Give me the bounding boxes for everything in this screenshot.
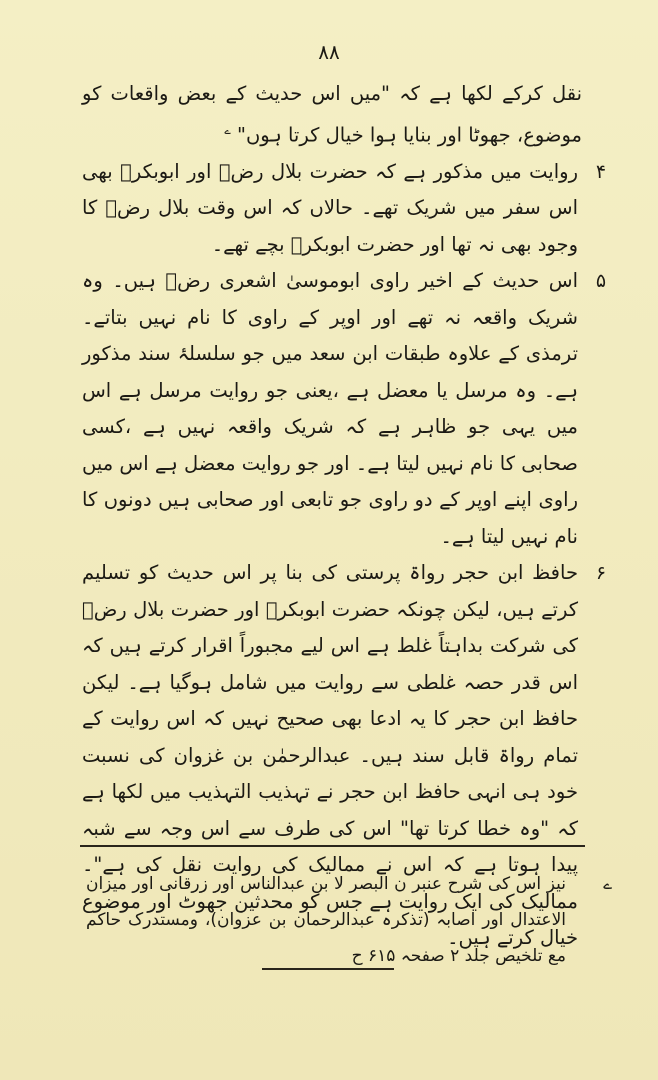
footnote-mark: ے [603,875,612,893]
paragraph-4 [82,154,607,264]
paragraph-text: نقل کرکے لکھا ہے کہ "میں اس حدیث کے بعض واقعات کو موضوع، جھوٹا اور بنایا ہوا خیال کرتا ہوں" [82,82,582,146]
main-text [82,76,607,957]
paragraph-intro [82,76,582,154]
paragraph-text: حافظ ابن حجر رواۃ پرستی کی بنا پر اس حدیث کو تسلیم کرتے ہیں، لیکن چونکہ حضرت ابوبکرؓ اور حضرت بلال رضؓ کی شرکت بداہتاً غلط ہے اس لیے مجبوراً اقرار کرتے ہیں کہ اس قدر حصہ غلطی سے روایت میں شامل ہوگیا ہے۔ لیکن حافظ ابن حجر کا یہ ادعا بھی صحیح نہیں کہ اس روایت کے تمام رواۃ قابل سند ہیں۔ عبدالرحمٰن بن غزوان کی نسبت خود ہی انہی حافظ ابن حجر نے تہذیب التہذیب میں لکھا ہے کہ "وہ خطا کرتا تھا" اس کی طرف سے اس وجہ سے شبہ پیدا ہوتا ہے کہ اس نے ممالیک کی روایت نقل کی ہے"۔ ممالیک کی ایک روایت ہے جس کو محدثین جھوٹ اور موضوع خیال کرتے ہیں۔ [82,561,578,949]
footnote [86,866,612,974]
paragraph-number: ۶ [595,562,607,584]
paragraph-5 [82,263,607,555]
footnote-reference: ے [224,123,231,137]
paragraph-number: ۴ [595,160,607,183]
paragraph-text: اس حدیث کے اخیر راوی ابوموسیٰ اشعری رضؓ ہیں۔ وہ شریک واقعہ نہ تھے اور اوپر کے راوی کا نام نہیں بتاتے۔ ترمذی کے علاوہ طبقات ابن سعد میں جو سلسلۂ سند مذکور ہے۔ وہ مرسل یا معضل ہے ،یعنی جو روایت مرسل ہے اس میں یہی جو ظاہر ہے کہ شریک واقعہ نہیں ہے ،کسی صحابی کا نام نہیں لیتا ہے۔ اور جو روایت معضل ہے اس میں راوی اپنے اوپر کے دو راوی جو تابعی اور صحابی ہیں دونوں کا نام نہیں لیتا ہے۔ [82,269,578,548]
paragraph-text: روایت میں مذکور ہے کہ حضرت بلال رضؓ اور ابوبکرؓ بھی اس سفر میں شریک تھے۔ حالاں کہ اس وقت بلال رضؓ کا وجود بھی نہ تھا اور حضرت ابوبکرؓ بچے تھے۔ [82,159,578,256]
footnote-text: نیز اس کی شرح عنبر ن البصر لا بن عبدالناس اور زرقانی اور میزان الاعتدال اور اصابہ (تذکرہ عبدالرحمان بن عزوان)، ومستدرک حاکم مع تلخیص جلد ۲ صفحہ ۶۱۵ ح [86,874,566,966]
end-rule [262,968,394,970]
paragraph-number: ۵ [595,270,607,292]
page-number: ٨٨ [318,40,340,64]
footnote-separator [80,845,585,847]
